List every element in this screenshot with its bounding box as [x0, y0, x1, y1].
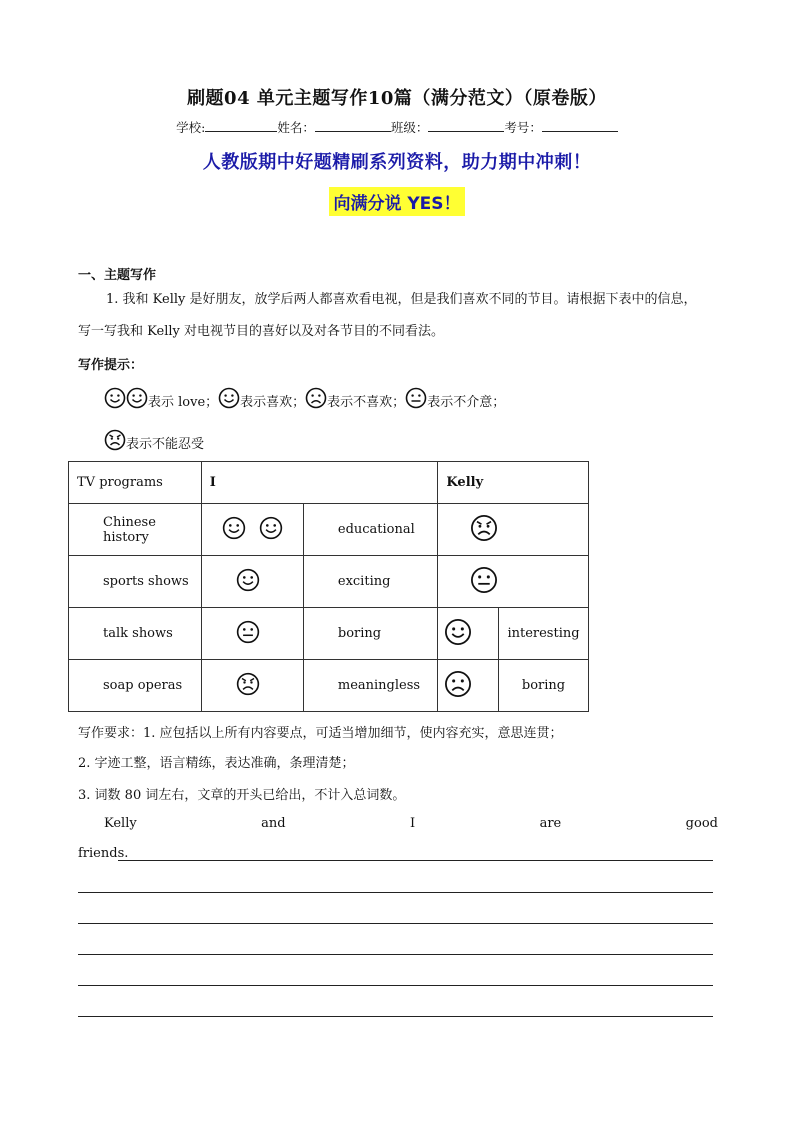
writing-line[interactable]: [78, 954, 713, 955]
opening-word: and: [261, 816, 286, 831]
requirement-3: 3. 词数 80 词左右，文章的开头已给出，不计入总词数。: [78, 788, 406, 803]
prompt-line-1: 1. 我和 Kelly 是好朋友，放学后两人都喜欢看电视，但是我们喜欢不同的节目。请根据下表中的信息，: [106, 292, 697, 307]
name-blank[interactable]: [315, 119, 391, 132]
header-i: I: [201, 462, 438, 504]
table-header-row: [69, 462, 589, 504]
legend-love-text: 表示 love；: [148, 394, 219, 410]
angry-icon: [104, 429, 126, 455]
kelly-face-cell: [438, 608, 499, 660]
slogan-wrap: [0, 187, 794, 216]
program-cell: Chinese history: [69, 504, 202, 556]
legend-like-text: 表示喜欢；: [240, 394, 306, 410]
writing-line[interactable]: [78, 985, 713, 986]
legend-line-2: [104, 429, 204, 455]
header-tv-programs: TV programs: [69, 462, 202, 504]
neutral-icon: [405, 387, 427, 413]
class-label: 班级：: [390, 120, 429, 135]
table-row: [69, 608, 589, 660]
my-view-cell: boring: [303, 608, 438, 660]
my-face-cell: [201, 556, 303, 608]
tv-programs-table: [68, 461, 589, 712]
hint-label: 写作提示：: [78, 358, 144, 373]
program-cell: talk shows: [69, 608, 202, 660]
student-info-line: [0, 118, 794, 136]
smile-icon: [126, 387, 148, 413]
class-blank[interactable]: [428, 119, 504, 132]
program-cell: sports shows: [69, 556, 202, 608]
frown-icon: [444, 670, 472, 702]
kelly-view-cell: boring: [499, 660, 589, 712]
angry-icon: [470, 514, 498, 546]
smile-icon: [104, 387, 126, 413]
smile-icon: [236, 568, 260, 596]
legend-dislike-text: 表示不喜欢；: [327, 394, 406, 410]
promo-banner: 人教版期中好题精刷系列资料，助力期中冲刺！: [202, 152, 592, 173]
school-blank[interactable]: [205, 119, 277, 132]
essay-continuation: friends.: [78, 846, 129, 861]
neutral-icon: [470, 566, 498, 598]
page-title: 刷题04 单元主题写作10篇（满分范文）（原卷版）: [187, 88, 607, 109]
smile-icon: [444, 618, 472, 650]
legend-cantstand-text: 表示不能忍受: [126, 436, 205, 452]
exam-number-label: 考号：: [504, 120, 542, 135]
legend-line-1: [104, 387, 505, 413]
table-row: [69, 660, 589, 712]
essay-opening-line: [104, 816, 718, 831]
writing-line[interactable]: [78, 892, 713, 893]
neutral-icon: [236, 620, 260, 648]
writing-line[interactable]: [78, 1016, 713, 1017]
my-view-cell: meaningless: [303, 660, 438, 712]
kelly-face-cell: [438, 556, 589, 608]
my-face-cell: [201, 504, 303, 556]
frown-icon: [305, 387, 327, 413]
opening-word: Kelly: [104, 816, 137, 831]
my-face-cell: [201, 660, 303, 712]
my-view-cell: educational: [303, 504, 438, 556]
smile-icon: [218, 387, 240, 413]
kelly-face-cell: [438, 504, 589, 556]
writing-line[interactable]: [78, 923, 713, 924]
name-label: 姓名：: [277, 120, 315, 135]
smile-icon: [222, 516, 246, 544]
writing-line[interactable]: [118, 860, 713, 861]
requirement-2: 2. 字迹工整，语言精练，表达准确，条理清楚；: [78, 756, 355, 771]
my-face-cell: [201, 608, 303, 660]
kelly-face-cell: [438, 660, 499, 712]
my-view-cell: exciting: [303, 556, 438, 608]
kelly-view-cell: interesting: [499, 608, 589, 660]
opening-word: good: [685, 816, 718, 831]
opening-word: are: [539, 816, 562, 831]
header-kelly: Kelly: [438, 462, 589, 504]
school-label: 学校:: [176, 120, 206, 135]
table-row: [69, 556, 589, 608]
slogan-highlight: 向满分说 YES！: [329, 187, 464, 216]
legend-dontmind-text: 表示不介意；: [427, 394, 506, 410]
prompt-line-2: 写一写我和 Kelly 对电视节目的喜好以及对各节目的不同看法。: [78, 324, 444, 339]
program-cell: soap operas: [69, 660, 202, 712]
table-row: [69, 504, 589, 556]
opening-word: I: [410, 816, 416, 831]
section-heading: 一、主题写作: [78, 268, 157, 283]
smile-icon: [259, 516, 283, 544]
requirement-1: 写作要求：1. 应包括以上所有内容要点，可适当增加细节，使内容充实，意思连贯；: [78, 726, 563, 741]
angry-icon: [236, 672, 260, 700]
exam-number-blank[interactable]: [542, 119, 618, 132]
